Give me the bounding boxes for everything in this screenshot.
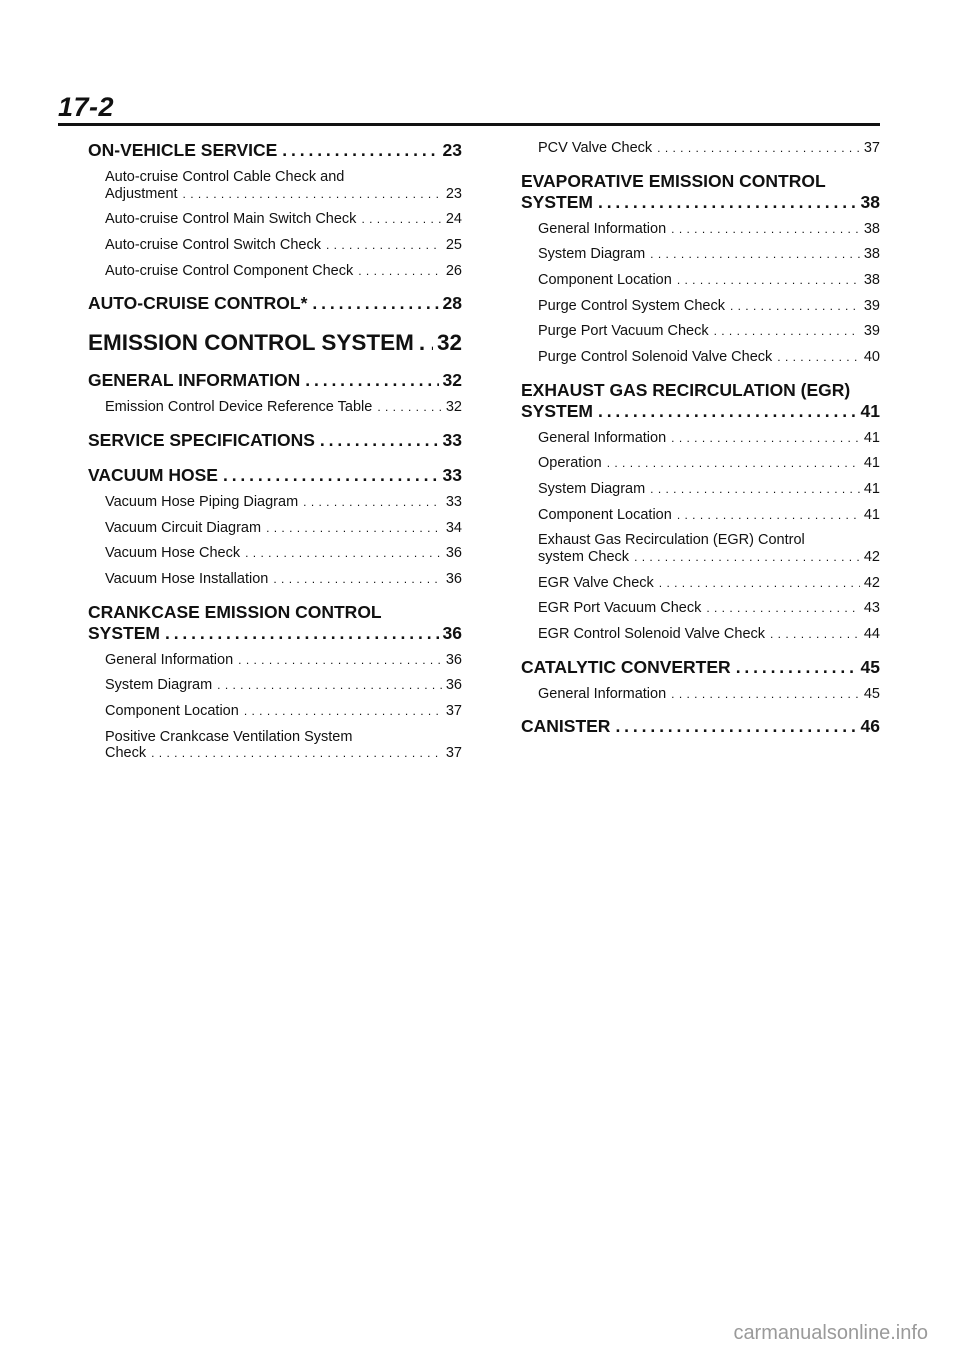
toc-entry-title: Auto-cruise Control Main Switch Check xyxy=(105,211,357,228)
toc-entry-title: Purge Port Vacuum Check xyxy=(538,323,709,340)
toc-entry[interactable] xyxy=(538,272,880,289)
toc-entry[interactable] xyxy=(88,465,462,486)
dot-leader xyxy=(736,657,857,678)
dot-leader xyxy=(244,705,442,719)
toc-entry-title: System Diagram xyxy=(105,677,213,694)
toc-entry-title: EGR Port Vacuum Check xyxy=(538,600,702,617)
toc-entry-title: CANISTER xyxy=(521,716,611,737)
toc-entry[interactable] xyxy=(538,430,880,447)
toc-entry-title: Vacuum Circuit Diagram xyxy=(105,519,262,536)
toc-entry-title: Emission Control Device Reference Table xyxy=(105,399,373,416)
dot-leader xyxy=(361,213,441,227)
toc-entry[interactable] xyxy=(538,221,880,238)
dot-leader xyxy=(358,265,442,279)
toc-entry-page: 45 xyxy=(860,656,880,677)
toc-entry[interactable] xyxy=(521,657,880,678)
toc-left-column xyxy=(88,140,462,771)
toc-entry[interactable] xyxy=(105,169,462,202)
toc-entry-title: Component Location xyxy=(105,703,239,720)
toc-entry-page: 39 xyxy=(863,323,880,340)
dot-leader xyxy=(650,248,860,262)
toc-entry-page: 46 xyxy=(860,716,880,737)
toc-entry-title: EMISSION CONTROL SYSTEM xyxy=(88,330,414,356)
toc-entry-page: 38 xyxy=(863,272,880,289)
dot-leader xyxy=(598,192,857,213)
toc-entry-page: 44 xyxy=(863,626,880,643)
toc-entry-title-line: Positive Crankcase Ventilation System xyxy=(105,728,353,745)
toc-entry-title: Purge Control Solenoid Valve Check xyxy=(538,349,773,366)
toc-entry-page: 41 xyxy=(863,429,880,446)
toc-entry-page: 23 xyxy=(445,185,462,202)
toc-entry-page: 37 xyxy=(445,745,462,762)
toc-entry[interactable] xyxy=(105,263,462,280)
dot-leader xyxy=(238,654,442,668)
toc-entry-title-line: Auto-cruise Control Cable Check and xyxy=(105,169,345,185)
toc-entry-page: 38 xyxy=(860,191,880,212)
toc-entry[interactable] xyxy=(88,140,462,161)
toc-entry-title: Check xyxy=(105,745,147,762)
toc-entry-page: 41 xyxy=(863,455,880,472)
toc-entry[interactable] xyxy=(538,686,880,703)
toc-entry-page: 37 xyxy=(863,140,880,156)
toc-entry[interactable] xyxy=(105,729,462,762)
toc-entry-page: 38 xyxy=(863,246,880,263)
toc-entry-page: 42 xyxy=(863,574,880,591)
dot-leader xyxy=(607,457,860,471)
toc-right-column xyxy=(521,140,880,745)
toc-entry-title: EGR Control Solenoid Valve Check xyxy=(538,626,766,643)
dot-leader xyxy=(730,300,860,314)
toc-entry[interactable] xyxy=(88,430,462,451)
dot-leader xyxy=(677,509,860,523)
toc-entry-title: Adjustment xyxy=(105,185,178,202)
toc-entry-page: 28 xyxy=(442,293,462,314)
toc-entry[interactable] xyxy=(538,626,880,643)
toc-entry[interactable] xyxy=(88,330,462,356)
toc-entry[interactable] xyxy=(88,602,462,644)
dot-leader xyxy=(706,602,860,616)
toc-entry-page: 32 xyxy=(445,399,462,416)
toc-entry-page: 32 xyxy=(442,370,462,391)
toc-entry-title: VACUUM HOSE xyxy=(88,465,218,486)
toc-entry-title: SYSTEM xyxy=(88,622,160,643)
dot-leader xyxy=(245,547,442,561)
dot-leader xyxy=(273,573,442,587)
toc-entry-title: General Information xyxy=(538,429,667,446)
toc-entry[interactable] xyxy=(538,298,880,315)
toc-entry[interactable] xyxy=(105,677,462,694)
toc-entry[interactable] xyxy=(538,507,880,524)
toc-entry[interactable] xyxy=(105,399,462,416)
toc-entry-page: 41 xyxy=(863,506,880,523)
toc-entry[interactable] xyxy=(521,716,880,737)
toc-entry-title: CATALYTIC CONVERTER xyxy=(521,656,731,677)
toc-entry-title: Component Location xyxy=(538,272,672,289)
dot-leader xyxy=(266,522,442,536)
toc-entry-page: 34 xyxy=(445,519,462,536)
toc-entry-title: Vacuum Hose Piping Diagram xyxy=(105,494,299,511)
toc-entry[interactable] xyxy=(538,532,880,565)
toc-entry-page: 36 xyxy=(445,571,462,588)
toc-entry-page: 37 xyxy=(445,703,462,720)
dot-leader xyxy=(217,679,442,693)
toc-entry[interactable] xyxy=(88,293,462,314)
toc-entry-title: ON-VEHICLE SERVICE xyxy=(88,140,278,160)
toc-entry[interactable] xyxy=(538,349,880,366)
toc-entry-page: 40 xyxy=(863,349,880,366)
toc-entry[interactable] xyxy=(105,494,462,511)
toc-entry-title: General Information xyxy=(538,685,667,702)
toc-entry-page: 33 xyxy=(442,430,462,451)
toc-entry-title: SYSTEM xyxy=(521,400,593,421)
dot-leader xyxy=(671,432,860,446)
toc-entry[interactable] xyxy=(105,703,462,720)
toc-entry[interactable] xyxy=(538,246,880,263)
toc-entry-title: AUTO-CRUISE CONTROL* xyxy=(88,293,308,314)
toc-entry[interactable] xyxy=(521,380,880,422)
toc-entry-title: Vacuum Hose Check xyxy=(105,545,241,562)
dot-leader xyxy=(671,223,860,237)
toc-entry-title: System Diagram xyxy=(538,481,646,498)
toc-entry-page: 41 xyxy=(860,400,880,421)
toc-entry[interactable] xyxy=(105,520,462,537)
toc-entry-title: SYSTEM xyxy=(521,191,593,212)
toc-entry-title: Auto-cruise Control Component Check xyxy=(105,262,354,279)
toc-entry-title: General Information xyxy=(105,651,234,668)
toc-entry-title: Vacuum Hose Installation xyxy=(105,571,269,588)
dot-leader xyxy=(714,325,860,339)
toc-entry-page: 33 xyxy=(445,494,462,511)
dot-leader xyxy=(650,483,860,497)
dot-leader xyxy=(312,293,438,314)
toc-entry-title: Component Location xyxy=(538,506,672,523)
toc-entry[interactable] xyxy=(538,323,880,340)
toc-entry-page: 25 xyxy=(445,237,462,254)
toc-entry-page: 24 xyxy=(445,211,462,228)
toc-entry-title: Purge Control System Check xyxy=(538,297,725,314)
toc-entry-page: 36 xyxy=(442,622,462,643)
toc-entry-page: 32 xyxy=(436,330,462,356)
toc-entry-page: 43 xyxy=(863,600,880,617)
dot-leader xyxy=(777,351,860,365)
toc-entry-page: 33 xyxy=(442,465,462,486)
toc-entry[interactable] xyxy=(538,600,880,617)
toc-entry[interactable] xyxy=(538,140,880,157)
toc-entry-title: PCV Valve Check xyxy=(538,140,653,156)
toc-entry-title-line: EXHAUST GAS RECIRCULATION (EGR) xyxy=(521,379,851,400)
toc-entry-page: 36 xyxy=(445,677,462,694)
dot-leader xyxy=(377,401,442,415)
toc-entry-title: General Information xyxy=(538,220,667,237)
toc-entry[interactable] xyxy=(88,370,462,391)
toc-entry-page: 39 xyxy=(863,297,880,314)
toc-entry[interactable] xyxy=(105,545,462,562)
toc-entry-page: 42 xyxy=(863,549,880,566)
toc-entry-title: System Diagram xyxy=(538,246,646,263)
dot-leader xyxy=(671,688,860,702)
toc-entry-title: system Check xyxy=(538,549,630,566)
toc-entry-page: 36 xyxy=(445,545,462,562)
toc-entry[interactable] xyxy=(105,237,462,254)
toc-entry-page: 26 xyxy=(445,262,462,279)
toc-entry-page: 41 xyxy=(863,481,880,498)
dot-leader xyxy=(303,496,442,510)
dot-leader xyxy=(165,623,439,644)
header-rule xyxy=(58,123,880,126)
dot-leader xyxy=(634,551,860,565)
toc-entry-page: 38 xyxy=(863,220,880,237)
toc-entry[interactable] xyxy=(538,575,880,592)
toc-entry-page: 23 xyxy=(442,140,462,160)
page-number: 17-2 xyxy=(58,92,115,122)
dot-leader xyxy=(770,628,860,642)
toc-entry[interactable] xyxy=(538,481,880,498)
toc-entry-title: Operation xyxy=(538,455,602,472)
dot-leader xyxy=(419,330,433,356)
dot-leader xyxy=(326,239,442,253)
toc-entry-title: Auto-cruise Control Switch Check xyxy=(105,237,321,254)
toc-entry-page: 36 xyxy=(445,651,462,668)
dot-leader xyxy=(151,747,442,761)
toc-entry[interactable] xyxy=(538,455,880,472)
dot-leader xyxy=(305,370,438,391)
watermark: carmanualsonline.info xyxy=(733,1322,928,1344)
dot-leader xyxy=(659,577,860,591)
toc-entry[interactable] xyxy=(105,652,462,669)
dot-leader xyxy=(183,188,442,202)
toc-entry-title-line: EVAPORATIVE EMISSION CONTROL xyxy=(521,170,826,191)
dot-leader xyxy=(598,401,857,422)
toc-entry-title: GENERAL INFORMATION xyxy=(88,370,301,391)
toc-entry-title: EGR Valve Check xyxy=(538,574,654,591)
dot-leader xyxy=(677,274,860,288)
toc-entry[interactable] xyxy=(521,171,880,213)
dot-leader xyxy=(223,465,439,486)
toc-entry-title-line: CRANKCASE EMISSION CONTROL xyxy=(88,601,382,622)
toc-entry-title-line: Exhaust Gas Recirculation (EGR) Control xyxy=(538,532,805,549)
dot-leader xyxy=(657,142,860,156)
toc-entry-page: 45 xyxy=(863,685,880,702)
toc-entry-title: SERVICE SPECIFICATIONS xyxy=(88,430,315,451)
dot-leader xyxy=(320,430,439,451)
toc-entry[interactable] xyxy=(105,211,462,228)
dot-leader xyxy=(282,140,438,161)
dot-leader xyxy=(615,716,856,737)
toc-entry[interactable] xyxy=(105,571,462,588)
